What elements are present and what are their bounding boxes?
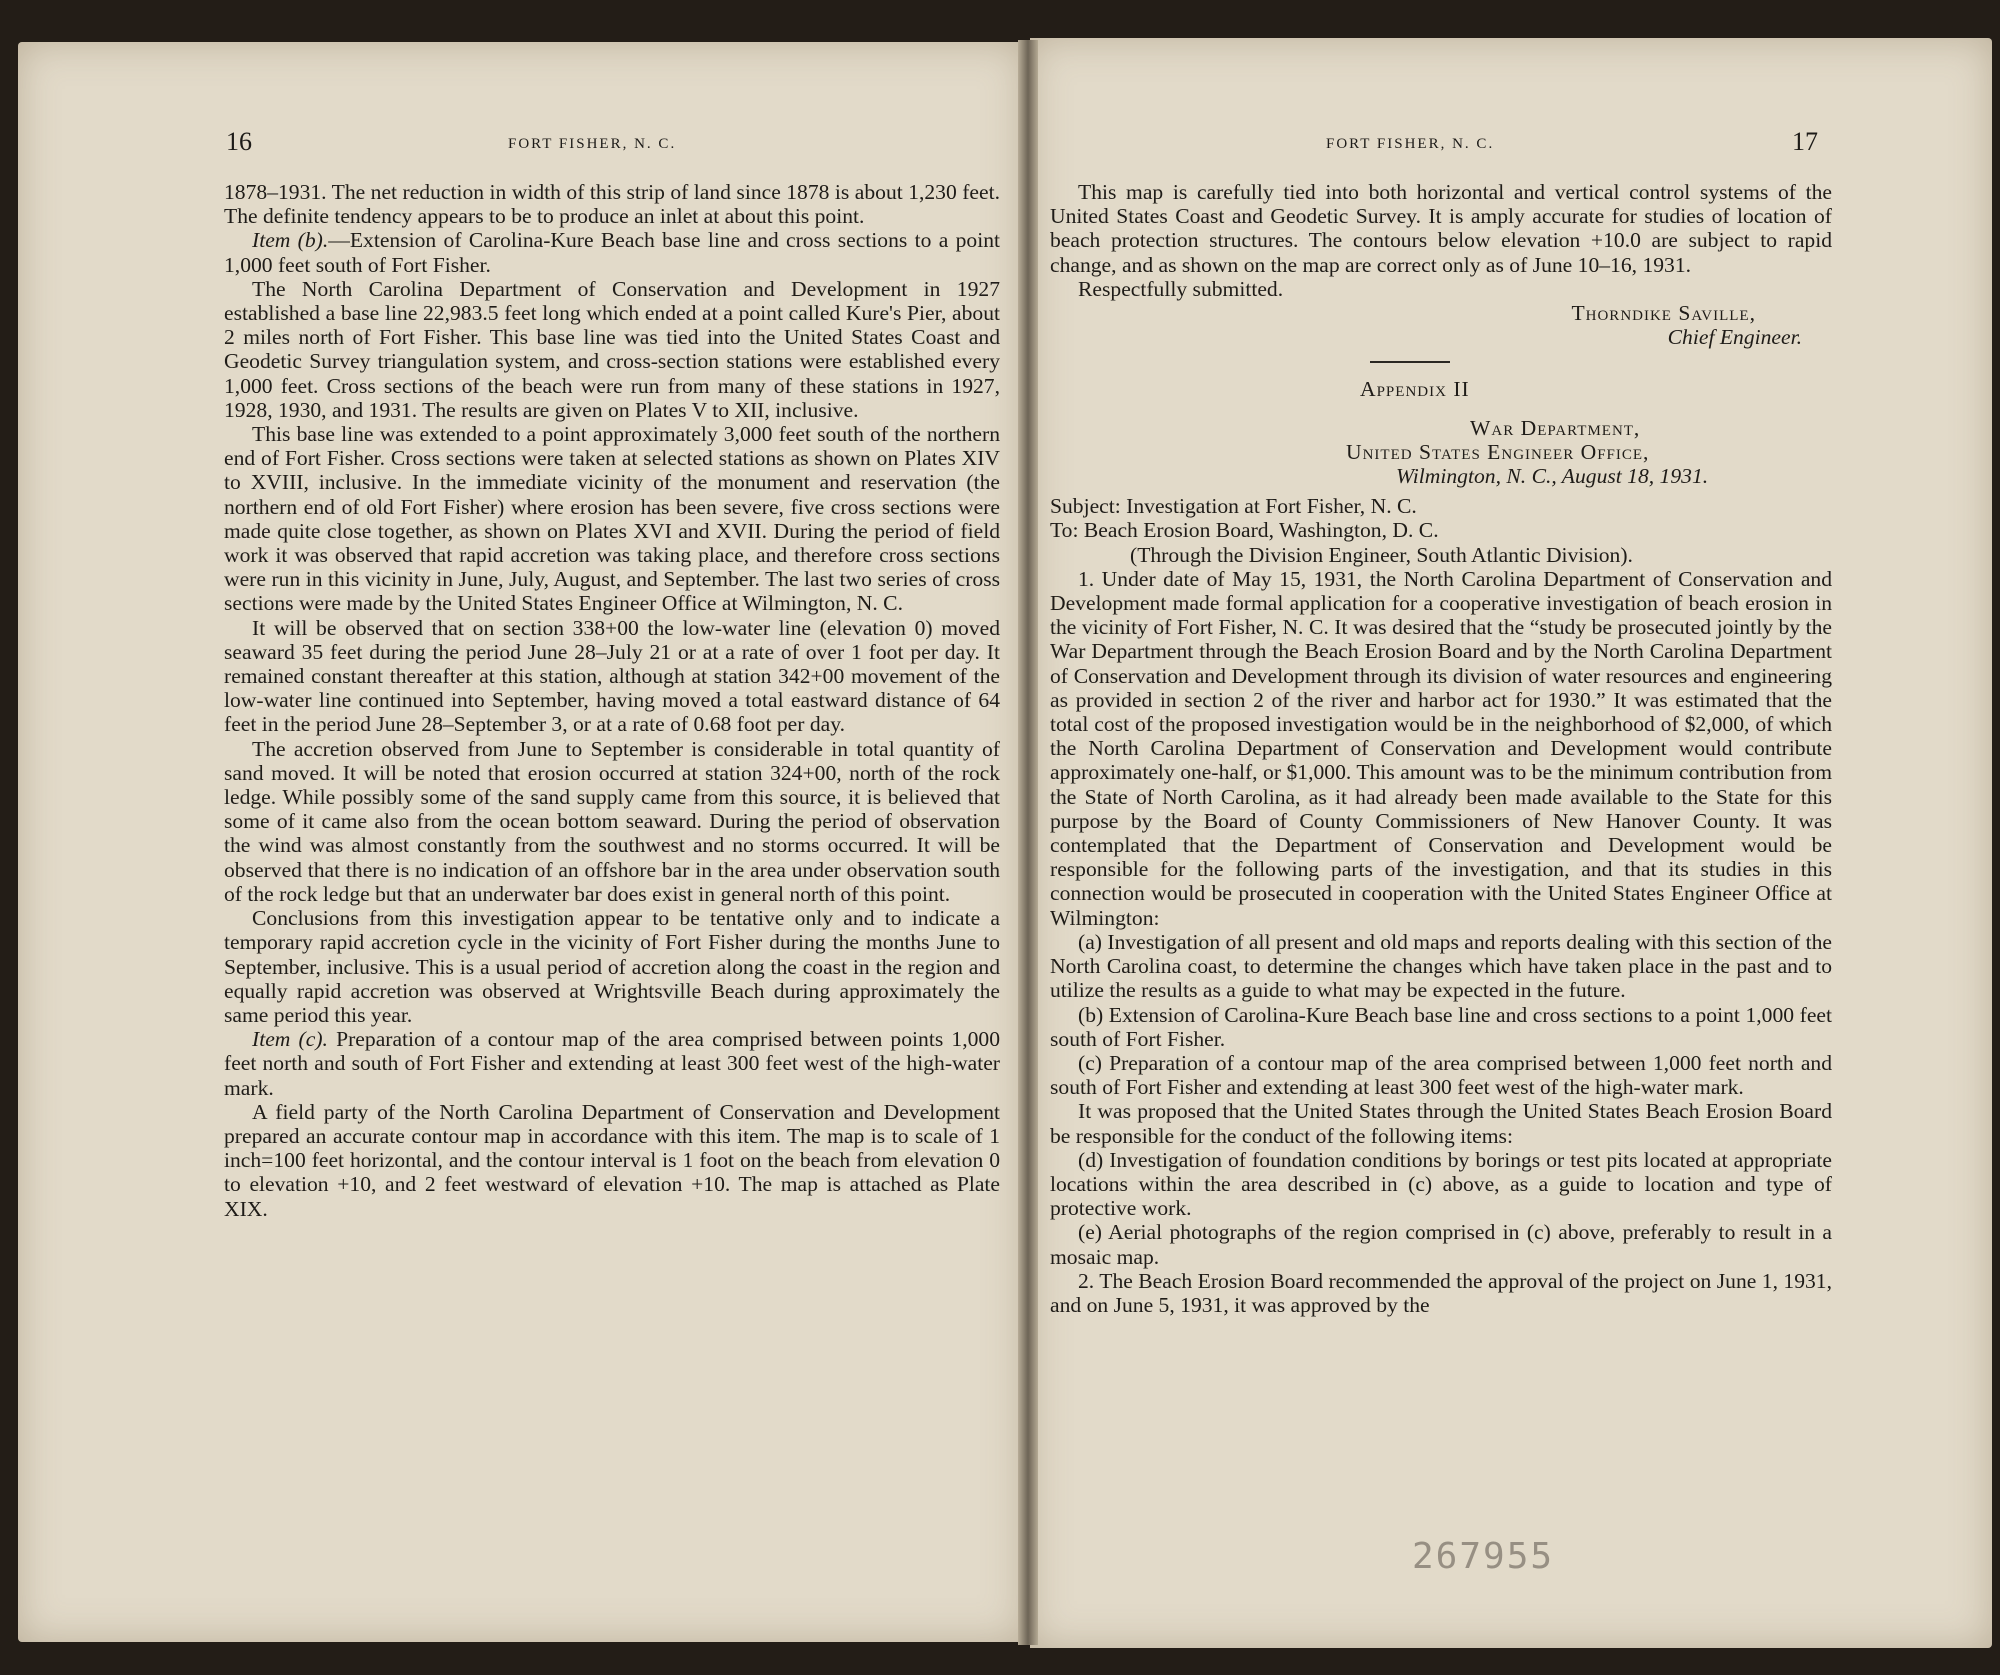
paragraph: This base line was extended to a point approximately 3,000 feet south of the northern end of Fort Fisher. Cross sections were taken at selected stations as shown on Plates XIV to XVIII, inclusive. In the immediate vicinity of the monument and reservation (the northern end of old Fort Fisher) where erosion has been severe, five cross sections were made quite close together, as shown on Plates XVI and XVII. During the period of field work it was observed that rapid accretion was taking place, and therefore cross sections were run in this vicinity in June, July, August, and September. The last two series of cross sections were made by the United States Engineer Office at Wilmington, N. C. xyxy=(224,422,1000,616)
paragraph: (c) Preparation of a contour map of the area comprised between 1,000 feet north and south of Fort Fisher and extending at least 300 feet west of the high-water mark. xyxy=(1050,1050,1832,1100)
appendix-title: Appendix II xyxy=(1360,377,1470,402)
paragraph: The accretion observed from June to September is considerable in total quantity of sand moved. It will be noted that erosion occurred at station 324+00, north of the rock ledge. While possibly some of the sand supply came from this source, it is believed that some of it came also from the ocean bottom seaward. During the period of observation the wind was almost constantly from the southwest and no storms occurred. It will be observed that there is no indication of an offshore bar in the area under observation south of the rock ledge but that an underwater bar does exist in general north of this point. xyxy=(224,736,1000,906)
divider xyxy=(1370,361,1450,363)
paragraph: (b) Extension of Carolina-Kure Beach base line and cross sections to a point 1,000 feet south of Fort Fisher. xyxy=(1050,1002,1832,1051)
closing: Respectfully submitted. xyxy=(1078,276,1284,301)
letterhead-office: United States Engineer Office, xyxy=(1346,439,1650,464)
paragraph xyxy=(224,1027,1000,1100)
book-gutter xyxy=(1018,40,1038,1645)
letterhead-department: War Department, xyxy=(1470,415,1641,440)
accession-stamp: 267955 xyxy=(1412,1536,1555,1577)
paragraph-text: —Extension of Carolina-Kure Beach base line and cross sections to a point 1,000 feet south of Fort Fisher. xyxy=(224,228,1000,277)
paragraph: Conclusions from this investigation appear to be tentative only and to indicate a temporary rapid accretion cycle in the vicinity of Fort Fisher during the months June to September, inclusive. This is a usual period of accretion along the coast in the region and equally rapid accretion was observed at Wrightsville Beach during approximately the same period this year. xyxy=(224,906,1000,1027)
paragraph: (d) Investigation of foundation conditions by borings or test pits located at appropriate locations within the area described in (c) above, as a guide to location and type of protective work. xyxy=(1050,1147,1832,1221)
subject-line: Subject: Investigation at Fort Fisher, N. C. xyxy=(1050,494,1417,519)
paragraph: It was proposed that the United States through the United States Beach Erosion Board be responsible for the conduct of the following items: xyxy=(1050,1099,1832,1148)
paragraph xyxy=(224,228,1000,276)
paragraph: 1. Under date of May 15, 1931, the North Carolina Department of Conservation and Development made formal application for a cooperative investigation of beach erosion in the vicinity of Fort Fisher, N. C. It was desired that the “study be prosecuted jointly by the War Department through the Beach Erosion Board and by the North Carolina Department of Conservation and Development through its division of water resources and engineering as provided in section 2 of the river and harbor act for 1930.” It was estimated that the total cost of the proposed investigation would be in the neighborhood of $2,000, of which the North Carolina Department of Conservation and Development would contribute approximately one-half, or $1,000. This amount was to be the minimum contribution from the State of North Carolina, as it had already been made available to the State for this purpose by the Board of County Commissioners of New Hanover County. It was contemplated that the Department of Conservation and Development would be responsible for the following parts of the investigation, and that its studies in this connection would be prosecuted in cooperation with the United States Engineer Office at Wilmington: xyxy=(1050,566,1832,930)
letterhead-date: Wilmington, N. C., August 18, 1931. xyxy=(1396,464,1709,489)
left-page-number: 16 xyxy=(226,127,252,156)
signer-title: Chief Engineer. xyxy=(1667,325,1802,350)
item-label: Item (c). xyxy=(252,1027,328,1052)
paragraph: A field party of the North Carolina Department of Conservation and Development prepared an accurate contour map in accordance with this item. The map is to scale of 1 inch=100 feet horizontal, and the contour interval is 1 foot on the beach from elevation 0 to elevation +10, and 2 feet westward of elevation +10. The map is attached as Plate XIX. xyxy=(224,1099,1000,1221)
right-running-title: FORT FISHER, N. C. xyxy=(1326,136,1495,152)
item-label: Item (b). xyxy=(252,228,329,253)
paragraph: 2. The Beach Erosion Board recommended the approval of the project on June 1, 1931, and on June 5, 1931, it was approved by the xyxy=(1050,1268,1832,1317)
paragraph: (a) Investigation of all present and old maps and reports dealing with this section of the North Carolina coast, to determine the changes which have taken place in the past and to utilize the results as a guide to what may be expected in the future. xyxy=(1050,929,1832,1003)
paragraph: (e) Aerial photographs of the region comprised in (c) above, preferably to result in a mosaic map. xyxy=(1050,1220,1832,1269)
paragraph: This map is carefully tied into both horizontal and vertical control systems of the United States Coast and Geodetic Survey. It is amply accurate for studies of location of beach protection structures. The contours below elevation +10.0 are subject to rapid change, and as shown on the map are correct only as of June 10–16, 1931. xyxy=(1050,180,1832,277)
paragraph: It will be observed that on section 338+00 the low-water line (elevation 0) moved seaward 35 feet during the period June 28–July 21 or at a rate of over 1 foot per day. It remained constant thereafter at this station, although at station 342+00 movement of the low-water line continued into September, having moved a total eastward distance of 64 feet in the period June 28–September 3, or at a rate of 0.68 foot per day. xyxy=(224,615,1000,737)
through-line: (Through the Division Engineer, South Atlantic Division). xyxy=(1130,542,1633,567)
left-running-title: FORT FISHER, N. C. xyxy=(508,136,677,152)
left-column xyxy=(224,180,1000,1221)
paragraph: 1878–1931. The net reduction in width of this strip of land since 1878 is about 1,230 feet. The definite tendency appears to be to produce an inlet at about this point. xyxy=(224,180,1000,229)
right-column xyxy=(1050,180,1832,1317)
to-line: To: Beach Erosion Board, Washington, D. C. xyxy=(1050,518,1439,543)
signer-name: Thorndike Saville, xyxy=(1571,301,1756,326)
right-page-number: 17 xyxy=(1792,127,1818,156)
paragraph: The North Carolina Department of Conservation and Development in 1927 established a base line 22,983.5 feet long which ended at a point called Kure's Pier, about 2 miles north of Fort Fisher. This base line was tied into the United States Coast and Geodetic Survey triangulation system, and cross-section stations were established every 1,000 feet. Cross sections of the beach were run from many of these stations in 1927, 1928, 1930, and 1931. The results are given on Plates V to XII, inclusive. xyxy=(224,276,1000,422)
paragraph-text: Preparation of a contour map of the area comprised between points 1,000 feet north and south of Fort Fisher and extending at least 300 feet west of the high-water mark. xyxy=(224,1027,1000,1100)
